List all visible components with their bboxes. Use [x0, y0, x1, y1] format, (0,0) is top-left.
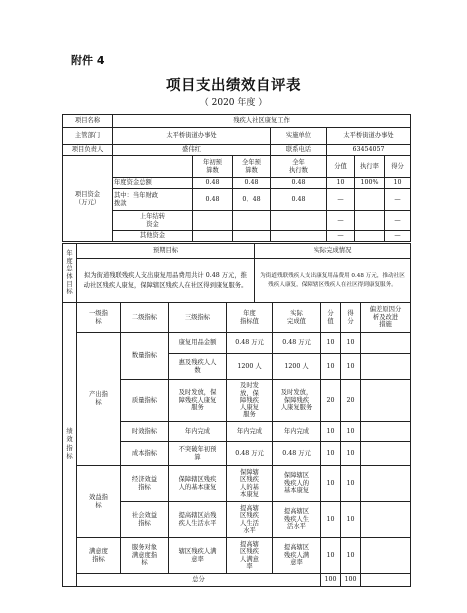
indicator-l3: 不突破年初预 算: [169, 442, 227, 466]
funds-cell: [193, 231, 233, 242]
unit-label: 实施单位: [271, 128, 327, 145]
indicator-actual: 1200 人: [273, 354, 321, 380]
funds-row-name: 上年结转 资金: [113, 211, 193, 231]
expected-goal-label: 预期目标: [77, 244, 255, 259]
funds-cell: —: [327, 189, 355, 211]
indicator-target: 0.48 万元: [227, 333, 273, 354]
funds-cell: —: [385, 211, 411, 231]
unit-value: 太平桥街道办事处: [327, 128, 411, 145]
indicator-reason: [361, 442, 411, 466]
header-l3: 三级指标: [169, 303, 227, 333]
indicator-actual: 0.48 万元: [273, 442, 321, 466]
header-l2: 二级指标: [121, 303, 169, 333]
funds-cell: [355, 189, 385, 211]
header-score: 分 值: [321, 303, 341, 333]
funds-row-name: 年度资金总额: [113, 178, 193, 189]
funds-cell: 0.48: [233, 178, 271, 189]
indicator-l3: 及时发放，保 障残疾人康复 服务: [169, 380, 227, 422]
col-rate: 执行率: [355, 156, 385, 178]
attachment-label: 附件 4: [71, 54, 105, 67]
indicator-l2: 数量指标: [121, 333, 169, 380]
indicator-l3: 年内完成: [169, 422, 227, 442]
indicator-get: 10: [341, 466, 361, 502]
funds-cell: —: [327, 211, 355, 231]
indicator-reason: [361, 333, 411, 354]
indicator-get: 10: [341, 442, 361, 466]
indicator-target: 提高辖 区残疾 人生活 水平: [227, 502, 273, 538]
header-actual: 实际 完成值: [273, 303, 321, 333]
funds-cell: 0.48: [271, 178, 327, 189]
funds-cell: —: [385, 189, 411, 211]
indicator-target: 及时发 放，保 障残疾 人康复 服务: [227, 380, 273, 422]
total-score: 100: [321, 574, 341, 587]
funds-row-name: 其中：当年财政 拨款: [113, 189, 193, 211]
leader-label: 项目负责人: [63, 145, 113, 156]
funds-cell: [233, 231, 271, 242]
indicator-l3: 保障辖区残疾 人的基本康复: [169, 466, 227, 502]
satisfaction-indicator-label: 满意度 指标: [77, 538, 121, 574]
indicator-reason: [361, 502, 411, 538]
year-label: （ 2020 年度 ）: [199, 98, 268, 108]
indicator-score: 10: [321, 538, 341, 574]
indicator-l2: 成本指标: [121, 442, 169, 466]
indicator-get: 10: [341, 538, 361, 574]
goals-table: [62, 243, 411, 303]
funds-label: 项目资金 （万元）: [63, 156, 113, 242]
indicator-actual: 0.48 万元: [273, 333, 321, 354]
indicator-reason: [361, 354, 411, 380]
funds-cell: [271, 231, 327, 242]
indicator-target: 年内完成: [227, 422, 273, 442]
indicator-actual: 及时发放， 保障残疾 人康复服务: [273, 380, 321, 422]
leader-value: 盛伟红: [113, 145, 271, 156]
indicator-score: 10: [321, 442, 341, 466]
indicator-l3: 提高辖区站残 疾人生活水平: [169, 502, 227, 538]
header-target: 年度 指标值: [227, 303, 273, 333]
col-budget: 年初预 算数: [193, 156, 233, 178]
indicator-actual: 保障辖区 残疾人的 基本康复: [273, 466, 321, 502]
actual-completion-label: 实际完成情况: [255, 244, 411, 259]
indicator-l3: 辖区残疾人满 意率: [169, 538, 227, 574]
indicator-l2: 经济效益 指标: [121, 466, 169, 502]
funds-cell: [193, 211, 233, 231]
funds-cell: 0．48: [233, 189, 271, 211]
indicator-get: 10: [341, 422, 361, 442]
indicator-score: 10: [321, 333, 341, 354]
indicator-l3: 惠及残疾人人 数: [169, 354, 227, 380]
indicator-score: 10: [321, 502, 341, 538]
funds-cell: 0.48: [193, 189, 233, 211]
indicator-target: 0.48 万元: [227, 442, 273, 466]
col-exec: 全年 执行数: [271, 156, 327, 178]
indicator-target: 1200 人: [227, 354, 273, 380]
indicator-l2: 质量指标: [121, 380, 169, 422]
funds-cell: 100%: [355, 178, 385, 189]
indicator-get: 20: [341, 380, 361, 422]
indicator-reason: [361, 380, 411, 422]
indicator-l2: 社会效益 指标: [121, 502, 169, 538]
project-name-label: 项目名称: [63, 115, 113, 128]
expected-goal-text: 拟为街道残联残疾人支出康复用品费用共计 0.48 万元，推动社区残疾人康复，保障辖区残疾人在社区得到康复服务。: [77, 259, 255, 303]
benefit-indicator-label: 效益指 标: [77, 466, 121, 538]
funds-cell: 10: [385, 178, 411, 189]
indicator-score: 10: [321, 466, 341, 502]
indicator-l2: 时效指标: [121, 422, 169, 442]
total-reason: [361, 574, 411, 587]
indicator-l2: 服务对象 满意度指 标: [121, 538, 169, 574]
indicators-table: [62, 302, 411, 587]
actual-completion-text: 为街道残联残疾人支出康复用品费用 0.48 万元，推动社区残疾人康复，保障辖区残疾人在社区得到康复服务。: [255, 259, 411, 303]
output-indicator-label: 产出指 标: [77, 333, 121, 466]
funds-cell: [271, 211, 327, 231]
indicator-reason: [361, 466, 411, 502]
funds-cell: [355, 231, 385, 242]
indicator-get: 10: [341, 354, 361, 380]
funds-cell: [233, 211, 271, 231]
header-get: 得 分: [341, 303, 361, 333]
indicator-actual: 年内完成: [273, 422, 321, 442]
indicator-score: 20: [321, 380, 341, 422]
funds-cell: 0.48: [193, 178, 233, 189]
page-title: 项目支出绩效自评表: [166, 78, 301, 94]
project-name: 残疾人社区康复工作: [113, 115, 411, 128]
funds-cell: —: [327, 231, 355, 242]
indicator-get: 10: [341, 333, 361, 354]
indicator-target: 提高辖 区残疾 人满意 率: [227, 538, 273, 574]
total-label: 总分: [77, 574, 321, 587]
funds-cell: —: [385, 231, 411, 242]
funds-cell: 0.48: [271, 189, 327, 211]
goals-label: 年 度 总 体 目 标: [63, 244, 77, 303]
indicators-side-label: 绩 效 指 标: [63, 303, 77, 587]
phone-label: 联系电话: [271, 145, 327, 156]
funds-cell: [355, 211, 385, 231]
indicator-reason: [361, 538, 411, 574]
dept-label: 主管部门: [63, 128, 113, 145]
header-reason: 偏差原因分 析及改进 措施: [361, 303, 411, 333]
indicator-get: 10: [341, 502, 361, 538]
header-l1: 一级指 标: [77, 303, 121, 333]
indicator-l3: 康复用品金额: [169, 333, 227, 354]
indicator-score: 10: [321, 422, 341, 442]
indicator-score: 10: [321, 354, 341, 380]
indicator-reason: [361, 422, 411, 442]
phone-value: 63454057: [327, 145, 411, 156]
funds-row-name: 其他资金: [113, 231, 193, 242]
indicator-actual: 提高辖区 残疾人满 意率: [273, 538, 321, 574]
basic-info-table: [62, 114, 411, 242]
indicator-target: 保障辖 区残疾 人的基 本康复: [227, 466, 273, 502]
col-score: 分值: [327, 156, 355, 178]
total-get: 100: [341, 574, 361, 587]
dept-value: 太平桥街道办事处: [113, 128, 271, 145]
col-full: 全年预 算数: [233, 156, 271, 178]
funds-cell: 10: [327, 178, 355, 189]
indicator-actual: 提高辖区 残疾人生 活水平: [273, 502, 321, 538]
col-get: 得分: [385, 156, 411, 178]
